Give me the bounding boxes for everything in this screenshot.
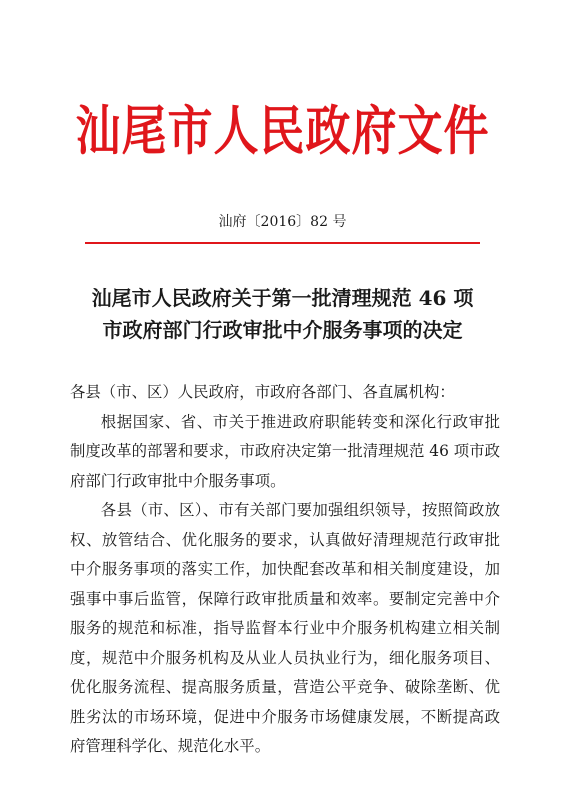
- body-paragraph-1: 根据国家、省、市关于推进政府职能转变和深化行政审批制度改革的部署和要求，市政府决定第一批清理规范 46 项市政府部门行政审批中介服务事项。: [70, 412, 500, 490]
- document-title: [40, 282, 525, 346]
- document-header-title: 汕尾市人民政府文件: [75, 99, 490, 163]
- body-paragraph-2: 各县（市、区）、市有关部门要加强组织领导，按照简政放权、放管结合、优化服务的要求，认真做好清理规范行政审批中介服务事项的落实工作，加快配套改革和相关制度建设，加强事中事后监管，保障行政审批质量和效率。要制定完善中介服务的规范和标准，指导监督本行业中介服务机构建立相关制度，规范中介服务机构及从业人员执业行为，细化服务项目、优化服务流程、提高服务质量，营造公平竞争、破除垄断、优胜劣汰的市场环境，促进中介服务市场健康发展，不断提高政府管理科学化、规范化水平。: [70, 501, 500, 755]
- document-title-line-1: 汕尾市人民政府关于第一批清理规范 46 项: [91, 286, 474, 310]
- document-number: 汕府〔2016〕82 号: [218, 214, 347, 230]
- document-body: [70, 378, 500, 762]
- red-divider-line: [85, 242, 480, 244]
- salutation: 各县（市、区）人民政府，市政府各部门、各直属机构：: [70, 383, 455, 401]
- document-title-line-2: 市政府部门行政审批中介服务事项的决定: [102, 318, 463, 342]
